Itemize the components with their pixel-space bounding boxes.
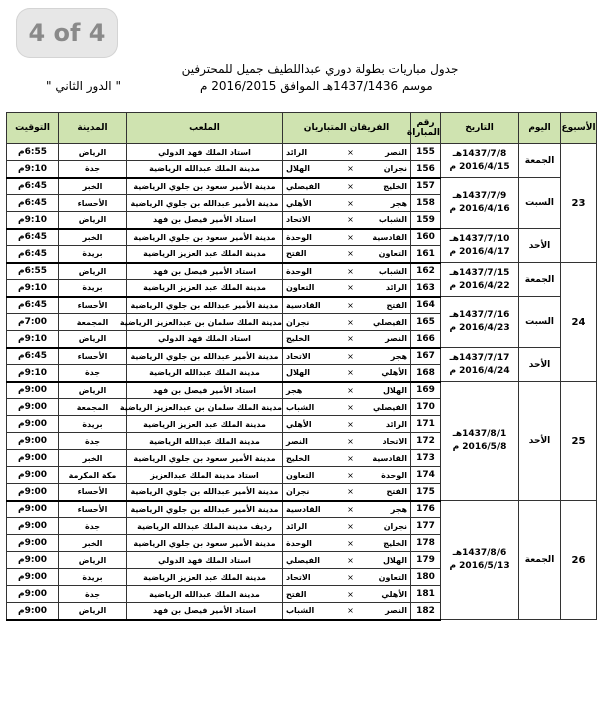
kickoff-time: 9:10م bbox=[7, 212, 59, 229]
date-hijri: 1437/7/17هـ bbox=[449, 352, 510, 363]
match-day: الجمعة bbox=[519, 144, 561, 178]
city: الأحساء bbox=[59, 195, 127, 212]
date-hijri: 1437/7/8هـ bbox=[452, 148, 507, 159]
city: جدة bbox=[59, 433, 127, 450]
kickoff-time: 9:00م bbox=[7, 382, 59, 399]
home-team: الأهلي bbox=[359, 365, 411, 382]
home-team: الخليج bbox=[359, 535, 411, 552]
match-number: 168 bbox=[411, 365, 441, 382]
match-row bbox=[7, 297, 597, 314]
match-date bbox=[441, 348, 519, 382]
match-number: 160 bbox=[411, 229, 441, 246]
stadium: مدينة الملك عبدالله الرياضية bbox=[127, 586, 283, 603]
away-team: الخليج bbox=[283, 331, 343, 348]
kickoff-time: 9:00م bbox=[7, 416, 59, 433]
schedule-body bbox=[7, 144, 597, 620]
match-day: السبت bbox=[519, 297, 561, 348]
stadium: مدينة الأمير عبدالله بن جلوي الرياضية bbox=[127, 501, 283, 518]
date-gregorian: 2016/4/23 م bbox=[449, 323, 510, 333]
match-date bbox=[441, 501, 519, 620]
stadium: استاد الأمير فيصل بن فهد bbox=[127, 212, 283, 229]
match-number: 173 bbox=[411, 450, 441, 467]
kickoff-time: 9:10م bbox=[7, 280, 59, 297]
date-gregorian: 2016/5/8 م bbox=[452, 442, 507, 452]
home-team: الفيصلي bbox=[359, 399, 411, 416]
away-team: الشباب bbox=[283, 399, 343, 416]
city: الرياض bbox=[59, 331, 127, 348]
match-number: 174 bbox=[411, 467, 441, 484]
home-team: هجر bbox=[359, 195, 411, 212]
date-gregorian: 2016/4/24 م bbox=[449, 365, 510, 376]
stadium: استاد الملك فهد الدولي bbox=[127, 144, 283, 161]
match-row bbox=[7, 382, 597, 399]
match-row bbox=[7, 348, 597, 365]
city: الخبر bbox=[59, 178, 127, 195]
kickoff-time: 9:10م bbox=[7, 331, 59, 348]
kickoff-time: 6:55م bbox=[7, 144, 59, 161]
match-row bbox=[7, 501, 597, 518]
home-team: الرائد bbox=[359, 280, 411, 297]
kickoff-time: 9:00م bbox=[7, 467, 59, 484]
match-number: 162 bbox=[411, 263, 441, 280]
city: مكة المكرمة bbox=[59, 467, 127, 484]
stadium: مدينة الملك عبد العزيز الرياضية bbox=[127, 280, 283, 297]
kickoff-time: 9:00م bbox=[7, 501, 59, 518]
home-team: التعاون bbox=[359, 569, 411, 586]
away-team: الفتح bbox=[283, 246, 343, 263]
stadium: مدينة الملك عبد العزيز الرياضية bbox=[127, 246, 283, 263]
kickoff-time: 6:45م bbox=[7, 246, 59, 263]
stadium: استاد الأمير فيصل بن فهد bbox=[127, 382, 283, 399]
header-row bbox=[7, 113, 597, 144]
match-number: 158 bbox=[411, 195, 441, 212]
away-team: الأهلي bbox=[283, 416, 343, 433]
kickoff-time: 9:00م bbox=[7, 569, 59, 586]
match-number: 167 bbox=[411, 348, 441, 365]
vs-symbol: × bbox=[343, 569, 359, 586]
stadium: مدينة الملك سلمان بن عبدالعزيز الرياضية bbox=[127, 314, 283, 331]
stadium: مدينة الملك عبدالله الرياضية bbox=[127, 433, 283, 450]
date-hijri: 1437/8/1هـ bbox=[452, 429, 507, 439]
date-gregorian: 2016/4/15 م bbox=[449, 161, 510, 172]
home-team: الفتح bbox=[359, 297, 411, 314]
stadium: مدينة الأمير سعود بن جلوي الرياضية bbox=[127, 450, 283, 467]
stadium: رديف مدينة الملك عبدالله الرياضية bbox=[127, 518, 283, 535]
match-number: 182 bbox=[411, 603, 441, 620]
match-date bbox=[441, 229, 519, 263]
vs-symbol: × bbox=[343, 263, 359, 280]
match-number: 171 bbox=[411, 416, 441, 433]
home-team: هجر bbox=[359, 501, 411, 518]
vs-symbol: × bbox=[343, 246, 359, 263]
home-team: الخليج bbox=[359, 178, 411, 195]
city: الخبر bbox=[59, 535, 127, 552]
city: الأحساء bbox=[59, 348, 127, 365]
kickoff-time: 6:45م bbox=[7, 178, 59, 195]
away-team: الاتحاد bbox=[283, 212, 343, 229]
stadium: استاد الأمير فيصل بن فهد bbox=[127, 603, 283, 620]
document-title: جدول مباريات بطولة دوري عبداللطيف جميل للمحترفين bbox=[181, 62, 459, 76]
match-date bbox=[441, 144, 519, 178]
vs-symbol: × bbox=[343, 467, 359, 484]
away-team: الخليج bbox=[283, 450, 343, 467]
vs-symbol: × bbox=[343, 229, 359, 246]
match-number: 179 bbox=[411, 552, 441, 569]
vs-symbol: × bbox=[343, 433, 359, 450]
stadium: مدينة الأمير عبدالله بن جلوي الرياضية bbox=[127, 195, 283, 212]
away-team: هجر bbox=[283, 382, 343, 399]
city: بريدة bbox=[59, 246, 127, 263]
vs-symbol: × bbox=[343, 365, 359, 382]
away-team: الهلال bbox=[283, 161, 343, 178]
stadium: مدينة الأمير عبدالله بن جلوي الرياضية bbox=[127, 297, 283, 314]
week-number: 24 bbox=[561, 263, 597, 382]
kickoff-time: 9:00م bbox=[7, 586, 59, 603]
match-row bbox=[7, 263, 597, 280]
header-teams: الفريقان المتباريان bbox=[283, 113, 411, 144]
match-number: 164 bbox=[411, 297, 441, 314]
city: بريدة bbox=[59, 280, 127, 297]
match-number: 180 bbox=[411, 569, 441, 586]
vs-symbol: × bbox=[343, 178, 359, 195]
vs-symbol: × bbox=[343, 195, 359, 212]
city: الرياض bbox=[59, 382, 127, 399]
home-team: الاتحاد bbox=[359, 433, 411, 450]
match-number: 172 bbox=[411, 433, 441, 450]
kickoff-time: 6:45م bbox=[7, 195, 59, 212]
away-team: التعاون bbox=[283, 280, 343, 297]
home-team: النصر bbox=[359, 331, 411, 348]
kickoff-time: 9:00م bbox=[7, 450, 59, 467]
week-number: 25 bbox=[561, 382, 597, 501]
stadium: استاد مدينة الملك عبدالعزيز bbox=[127, 467, 283, 484]
match-date bbox=[441, 382, 519, 501]
kickoff-time: 9:00م bbox=[7, 518, 59, 535]
home-team: الفيصلي bbox=[359, 314, 411, 331]
away-team: الرائد bbox=[283, 144, 343, 161]
kickoff-time: 9:00م bbox=[7, 433, 59, 450]
round-label: " الدور الثاني " bbox=[46, 79, 121, 93]
vs-symbol: × bbox=[343, 314, 359, 331]
kickoff-time: 9:00م bbox=[7, 552, 59, 569]
kickoff-time: 9:10م bbox=[7, 161, 59, 178]
date-gregorian: 2016/5/13 م bbox=[449, 561, 510, 571]
match-day: السبت bbox=[519, 178, 561, 229]
match-number: 155 bbox=[411, 144, 441, 161]
city: الرياض bbox=[59, 603, 127, 620]
away-team: الوحدة bbox=[283, 229, 343, 246]
date-hijri: 1437/7/15هـ bbox=[449, 267, 510, 278]
away-team: القادسية bbox=[283, 501, 343, 518]
match-number: 165 bbox=[411, 314, 441, 331]
away-team: الاتحاد bbox=[283, 348, 343, 365]
date-gregorian: 2016/4/22 م bbox=[449, 280, 510, 291]
home-team: نجران bbox=[359, 161, 411, 178]
away-team: الوحدة bbox=[283, 263, 343, 280]
match-number: 169 bbox=[411, 382, 441, 399]
kickoff-time: 9:10م bbox=[7, 365, 59, 382]
home-team: الشباب bbox=[359, 212, 411, 229]
match-row bbox=[7, 144, 597, 161]
home-team: الأهلي bbox=[359, 586, 411, 603]
stadium: استاد الملك فهد الدولي bbox=[127, 552, 283, 569]
city: الأحساء bbox=[59, 484, 127, 501]
vs-symbol: × bbox=[343, 212, 359, 229]
week-number: 23 bbox=[561, 144, 597, 263]
vs-symbol: × bbox=[343, 416, 359, 433]
vs-symbol: × bbox=[343, 382, 359, 399]
stadium: مدينة الأمير سعود بن جلوي الرياضية bbox=[127, 229, 283, 246]
match-number: 157 bbox=[411, 178, 441, 195]
kickoff-time: 6:45م bbox=[7, 297, 59, 314]
city: الرياض bbox=[59, 263, 127, 280]
kickoff-time: 6:45م bbox=[7, 229, 59, 246]
away-team: القادسية bbox=[283, 297, 343, 314]
match-number: 163 bbox=[411, 280, 441, 297]
match-number: 156 bbox=[411, 161, 441, 178]
match-row bbox=[7, 178, 597, 195]
match-date bbox=[441, 297, 519, 348]
kickoff-time: 9:00م bbox=[7, 399, 59, 416]
home-team: الرائد bbox=[359, 416, 411, 433]
home-team: النصر bbox=[359, 144, 411, 161]
match-day: الأحد bbox=[519, 382, 561, 501]
away-team: الشباب bbox=[283, 603, 343, 620]
match-number: 166 bbox=[411, 331, 441, 348]
home-team: هجر bbox=[359, 348, 411, 365]
match-date bbox=[441, 178, 519, 229]
home-team: القادسية bbox=[359, 229, 411, 246]
date-hijri: 1437/7/9هـ bbox=[452, 191, 507, 201]
header-date: التاريخ bbox=[441, 113, 519, 144]
match-number: 159 bbox=[411, 212, 441, 229]
city: بريدة bbox=[59, 416, 127, 433]
city: بريدة bbox=[59, 569, 127, 586]
city: جدة bbox=[59, 586, 127, 603]
vs-symbol: × bbox=[343, 603, 359, 620]
home-team: نجران bbox=[359, 518, 411, 535]
date-gregorian: 2016/4/16 م bbox=[449, 204, 510, 214]
vs-symbol: × bbox=[343, 586, 359, 603]
match-number: 178 bbox=[411, 535, 441, 552]
city: الخبر bbox=[59, 450, 127, 467]
away-team: الأهلي bbox=[283, 195, 343, 212]
date-hijri: 1437/8/6هـ bbox=[452, 548, 507, 558]
match-number: 181 bbox=[411, 586, 441, 603]
header-week: الأسبوع bbox=[561, 113, 597, 144]
home-team: الوحدة bbox=[359, 467, 411, 484]
kickoff-time: 9:00م bbox=[7, 484, 59, 501]
match-number: 175 bbox=[411, 484, 441, 501]
season-subtitle: موسم 1437/1436هـ الموافق 2016/2015 م bbox=[200, 79, 433, 93]
date-hijri: 1437/7/10هـ bbox=[449, 233, 510, 244]
match-day: الجمعة bbox=[519, 263, 561, 297]
vs-symbol: × bbox=[343, 297, 359, 314]
vs-symbol: × bbox=[343, 348, 359, 365]
schedule-table bbox=[6, 112, 597, 621]
match-number: 170 bbox=[411, 399, 441, 416]
stadium: مدينة الأمير عبدالله بن جلوي الرياضية bbox=[127, 348, 283, 365]
header-city: المدينة bbox=[59, 113, 127, 144]
match-row bbox=[7, 229, 597, 246]
vs-symbol: × bbox=[343, 399, 359, 416]
vs-symbol: × bbox=[343, 535, 359, 552]
home-team: النصر bbox=[359, 603, 411, 620]
stadium: مدينة الملك عبد العزيز الرياضية bbox=[127, 416, 283, 433]
kickoff-time: 9:00م bbox=[7, 603, 59, 620]
vs-symbol: × bbox=[343, 144, 359, 161]
vs-symbol: × bbox=[343, 450, 359, 467]
away-team: الفيصلي bbox=[283, 178, 343, 195]
home-team: التعاون bbox=[359, 246, 411, 263]
stadium: مدينة الملك عبد العزيز الرياضية bbox=[127, 569, 283, 586]
city: الأحساء bbox=[59, 297, 127, 314]
home-team: الهلال bbox=[359, 382, 411, 399]
home-team: الشباب bbox=[359, 263, 411, 280]
date-hijri: 1437/7/16هـ bbox=[449, 310, 510, 320]
header-match-number: رقم المباراة bbox=[411, 113, 441, 144]
home-team: القادسية bbox=[359, 450, 411, 467]
vs-symbol: × bbox=[343, 280, 359, 297]
away-team: التعاون bbox=[283, 467, 343, 484]
away-team: الفيصلي bbox=[283, 552, 343, 569]
vs-symbol: × bbox=[343, 161, 359, 178]
stadium: استاد الملك فهد الدولي bbox=[127, 331, 283, 348]
city: المجمعة bbox=[59, 314, 127, 331]
stadium: مدينة الأمير سعود بن جلوي الرياضية bbox=[127, 178, 283, 195]
stadium: مدينة الملك عبدالله الرياضية bbox=[127, 365, 283, 382]
stadium: استاد الأمير فيصل بن فهد bbox=[127, 263, 283, 280]
away-team: الاتحاد bbox=[283, 569, 343, 586]
city: الرياض bbox=[59, 212, 127, 229]
match-day: الأحد bbox=[519, 229, 561, 263]
match-day: الأحد bbox=[519, 348, 561, 382]
match-number: 177 bbox=[411, 518, 441, 535]
kickoff-time: 6:45م bbox=[7, 348, 59, 365]
vs-symbol: × bbox=[343, 484, 359, 501]
city: الرياض bbox=[59, 144, 127, 161]
away-team: الهلال bbox=[283, 365, 343, 382]
city: الخبر bbox=[59, 229, 127, 246]
away-team: الفتح bbox=[283, 586, 343, 603]
match-day: الجمعة bbox=[519, 501, 561, 620]
kickoff-time: 7:00م bbox=[7, 314, 59, 331]
stadium: مدينة الملك عبدالله الرياضية bbox=[127, 161, 283, 178]
match-number: 161 bbox=[411, 246, 441, 263]
vs-symbol: × bbox=[343, 501, 359, 518]
stadium: مدينة الملك سلمان بن عبدالعزيز الرياضية bbox=[127, 399, 283, 416]
kickoff-time: 9:00م bbox=[7, 535, 59, 552]
away-team: نجران bbox=[283, 484, 343, 501]
city: المجمعة bbox=[59, 399, 127, 416]
stadium: مدينة الأمير عبدالله بن جلوي الرياضية bbox=[127, 484, 283, 501]
header-day: اليوم bbox=[519, 113, 561, 144]
away-team: الرائد bbox=[283, 518, 343, 535]
match-date bbox=[441, 263, 519, 297]
city: جدة bbox=[59, 518, 127, 535]
vs-symbol: × bbox=[343, 552, 359, 569]
away-team: النصر bbox=[283, 433, 343, 450]
home-team: الهلال bbox=[359, 552, 411, 569]
header-time: التوقيت bbox=[7, 113, 59, 144]
stadium: مدينة الأمير سعود بن جلوي الرياضية bbox=[127, 535, 283, 552]
vs-symbol: × bbox=[343, 331, 359, 348]
header-stadium: الملعب bbox=[127, 113, 283, 144]
kickoff-time: 6:55م bbox=[7, 263, 59, 280]
match-number: 176 bbox=[411, 501, 441, 518]
away-team: نجران bbox=[283, 314, 343, 331]
home-team: الفتح bbox=[359, 484, 411, 501]
away-team: الوحدة bbox=[283, 535, 343, 552]
city: جدة bbox=[59, 365, 127, 382]
city: الأحساء bbox=[59, 501, 127, 518]
city: جدة bbox=[59, 161, 127, 178]
date-gregorian: 2016/4/17 م bbox=[449, 246, 510, 257]
page-indicator-badge: 4 of 4 bbox=[16, 8, 118, 58]
week-number: 26 bbox=[561, 501, 597, 620]
city: الرياض bbox=[59, 552, 127, 569]
vs-symbol: × bbox=[343, 518, 359, 535]
